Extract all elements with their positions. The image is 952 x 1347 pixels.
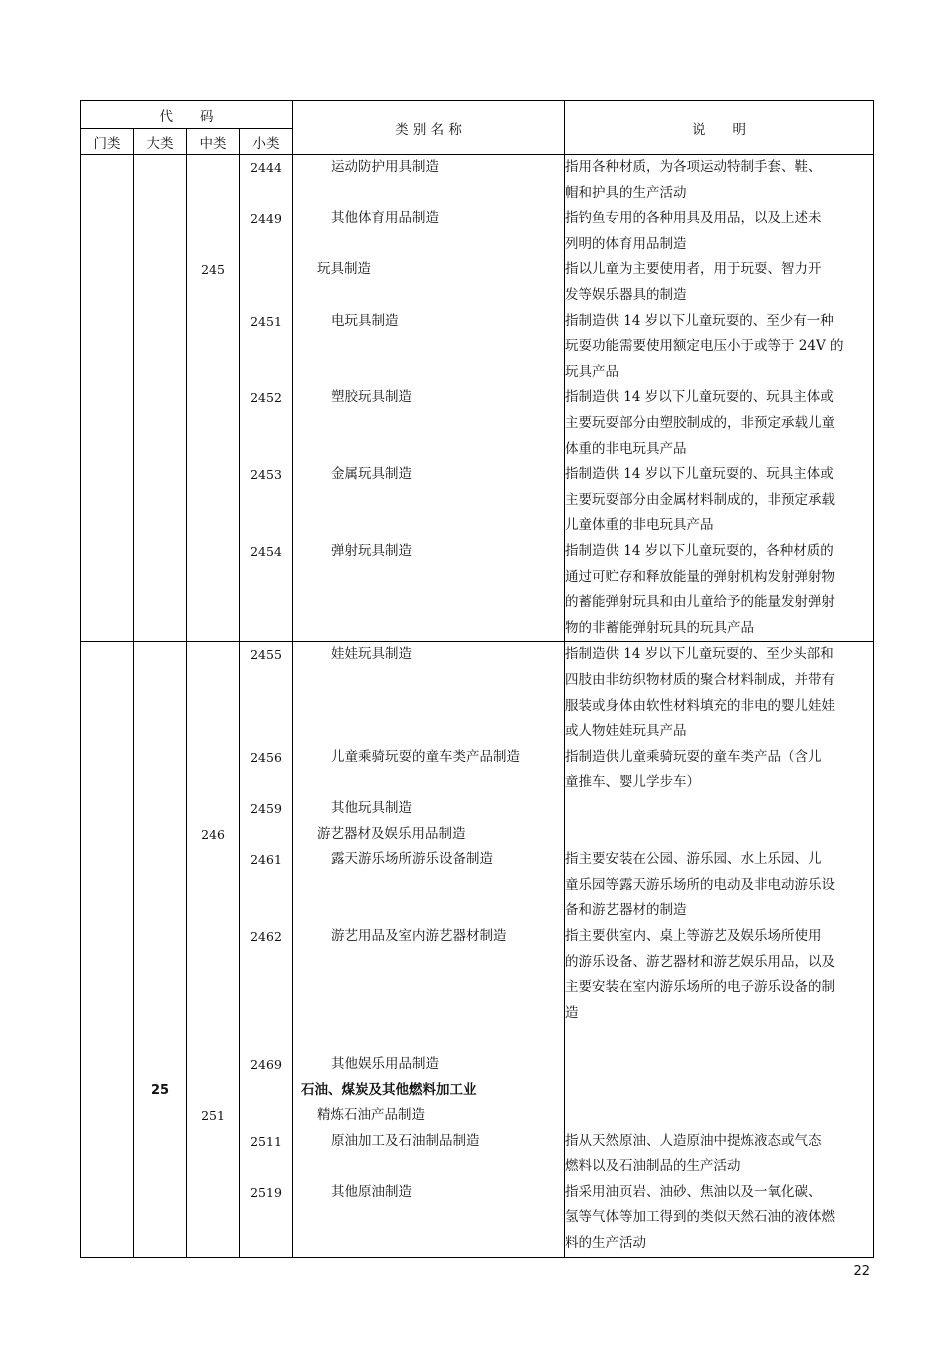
description-line: 的游乐设备、游艺器材和游艺娱乐用品，以及	[565, 953, 835, 970]
mid-code	[187, 642, 239, 744]
major-code	[134, 155, 186, 206]
category-name: 原油加工及石油制品制造	[331, 1132, 480, 1149]
code-group-header: 代 码	[81, 101, 293, 129]
major-code	[134, 642, 186, 744]
category-name: 娃娃玩具制造	[331, 646, 412, 663]
description-text	[565, 796, 873, 822]
description-line: 指制造供 14 岁以下儿童玩耍的、玩具主体或	[565, 466, 834, 483]
description-line: 四肢由非纺织物材质的聚合材料制成，并带有	[565, 671, 835, 688]
small-code: 2451	[250, 313, 282, 329]
description-text	[565, 822, 873, 848]
mid-code	[187, 1078, 239, 1104]
menlei-header: 门类	[81, 129, 134, 155]
description-line: 列明的体育用品制造	[565, 235, 687, 252]
major-code	[134, 822, 186, 848]
dalei-cell	[134, 642, 187, 1257]
xiaolei-cell	[240, 155, 293, 642]
description-column-header: 说 明	[565, 101, 874, 155]
category-name: 精炼石油产品制造	[317, 1107, 425, 1124]
table-block-2	[81, 642, 874, 1257]
name-column-header: 类 别 名 称	[293, 101, 565, 155]
description-line: 指采用油页岩、油砂、焦油以及一氧化碳、	[565, 1183, 822, 1200]
mid-code	[187, 309, 239, 386]
mid-code	[187, 385, 239, 462]
description-text	[565, 385, 873, 462]
major-code	[134, 796, 186, 822]
description-line: 童推车、婴儿学步车）	[565, 774, 700, 791]
category-name: 其他体育用品制造	[331, 210, 439, 227]
name-cell	[293, 642, 565, 1257]
description-text	[565, 155, 873, 206]
mid-code	[187, 1129, 239, 1180]
major-code: 25	[150, 1082, 170, 1098]
major-code	[134, 1103, 186, 1129]
major-code	[134, 1180, 186, 1257]
major-code	[134, 385, 186, 462]
mid-code	[187, 462, 239, 539]
category-name: 金属玩具制造	[331, 466, 412, 483]
description-line: 指制造供 14 岁以下儿童玩耍的、至少有一种	[565, 312, 834, 329]
mid-code: 251	[201, 1108, 225, 1124]
description-line: 指制造供儿童乘骑玩耍的童车类产品（含儿	[565, 748, 822, 765]
description-line: 指制造供 14 岁以下儿童玩耍的、玩具主体或	[565, 389, 834, 406]
description-text	[565, 1180, 873, 1257]
category-name: 玩具制造	[317, 261, 371, 278]
description-line: 发等娱乐器具的制造	[565, 286, 687, 303]
mid-code	[187, 206, 239, 257]
description-text	[565, 1078, 873, 1104]
description-text	[565, 642, 873, 744]
description-line: 指制造供 14 岁以下儿童玩耍的、至少头部和	[565, 646, 834, 663]
mid-code	[187, 539, 239, 641]
description-line: 指以儿童为主要使用者，用于玩耍、智力开	[565, 261, 822, 278]
page-number: 22	[853, 1264, 870, 1279]
small-code: 2461	[250, 852, 282, 868]
description-line: 造	[565, 1004, 579, 1021]
small-code: 2459	[250, 800, 282, 816]
major-code	[134, 1129, 186, 1180]
description-line: 指主要供室内、桌上等游艺及娱乐场所使用	[565, 927, 822, 944]
description-line: 指钓鱼专用的各种用具及用品，以及上述未	[565, 210, 822, 227]
category-name: 弹射玩具制造	[331, 542, 412, 559]
description-line: 玩具产品	[565, 363, 619, 380]
major-code	[134, 206, 186, 257]
description-line: 指主要安装在公园、游乐园、水上乐园、儿	[565, 851, 822, 868]
category-name: 石油、煤炭及其他燃料加工业	[301, 1081, 477, 1098]
category-name: 游艺器材及娱乐用品制造	[317, 825, 466, 842]
description-text	[565, 745, 873, 796]
category-name: 电玩具制造	[331, 312, 399, 329]
category-name: 塑胶玩具制造	[331, 389, 412, 406]
description-line: 主要安装在室内游乐场所的电子游乐设备的制	[565, 979, 835, 996]
mid-code	[187, 924, 239, 1052]
mid-code	[187, 155, 239, 206]
description-text	[565, 206, 873, 257]
small-code: 2449	[250, 211, 282, 227]
mid-code	[187, 1180, 239, 1257]
mid-code	[187, 847, 239, 924]
major-code	[134, 309, 186, 386]
description-text	[565, 309, 873, 386]
description-line: 体重的非电玩具产品	[565, 440, 687, 457]
description-line: 物的非蓄能弹射玩具的玩具产品	[565, 619, 754, 636]
description-line: 玩耍功能需要使用额定电压小于或等于 24V 的	[565, 338, 844, 355]
small-code: 2452	[250, 390, 282, 406]
category-name: 儿童乘骑玩耍的童车类产品制造	[331, 748, 520, 765]
xiaolei-header: 小类	[240, 129, 293, 155]
description-line: 儿童体重的非电玩具产品	[565, 517, 714, 534]
zhonglei-header: 中类	[187, 129, 240, 155]
description-text	[565, 539, 873, 641]
description-line: 主要玩耍部分由金属材料制成的，非预定承载	[565, 491, 835, 508]
description-line: 帽和护具的生产活动	[565, 184, 687, 201]
description-line: 指从天然原油、人造原油中提炼液态或气态	[565, 1132, 822, 1149]
description-cell	[565, 642, 874, 1257]
description-text	[565, 1129, 873, 1180]
major-code	[134, 462, 186, 539]
small-code	[240, 1103, 292, 1129]
mid-code	[187, 745, 239, 796]
category-name: 游艺用品及室内游艺器材制造	[331, 927, 507, 944]
description-line: 指制造供 14 岁以下儿童玩耍的，各种材质的	[565, 542, 834, 559]
zhonglei-cell	[187, 642, 240, 1257]
description-text	[565, 847, 873, 924]
description-text	[565, 1103, 873, 1129]
description-line: 指用各种材质，为各项运动特制手套、鞋、	[565, 159, 822, 175]
description-line: 或人物娃娃玩具产品	[565, 723, 687, 740]
small-code: 2444	[250, 160, 282, 175]
description-line: 通过可贮存和释放能量的弹射机构发射弹射物	[565, 568, 835, 585]
name-cell	[293, 155, 565, 642]
category-name: 运动防护用具制造	[331, 159, 439, 175]
mid-code: 246	[201, 826, 225, 842]
mid-code: 245	[201, 262, 225, 278]
description-line: 童乐园等露天游乐场所的电动及非电动游乐设	[565, 876, 835, 893]
description-text	[565, 1052, 873, 1078]
small-code: 2456	[250, 749, 282, 765]
description-line: 氢等气体等加工得到的类似天然石油的液体燃	[565, 1209, 835, 1226]
description-line: 备和游艺器材的制造	[565, 902, 687, 919]
description-text	[565, 257, 873, 308]
mid-code	[187, 1052, 239, 1078]
classification-table	[80, 100, 874, 1258]
zhonglei-cell	[187, 155, 240, 642]
category-name: 其他娱乐用品制造	[331, 1055, 439, 1072]
small-code: 2453	[250, 467, 282, 483]
small-code: 2511	[250, 1133, 282, 1149]
description-cell	[565, 155, 874, 642]
xiaolei-cell	[240, 642, 293, 1257]
description-line: 服装或身体由软性材料填充的非电的婴儿娃娃	[565, 697, 835, 714]
small-code	[240, 257, 292, 308]
description-line: 燃料以及石油制品的生产活动	[565, 1158, 741, 1175]
small-code: 2469	[250, 1056, 282, 1072]
small-code: 2462	[250, 928, 282, 944]
major-code	[134, 745, 186, 796]
category-name: 其他原油制造	[331, 1183, 412, 1200]
category-name: 露天游乐场所游乐设备制造	[331, 851, 493, 868]
major-code	[134, 1052, 186, 1078]
dalei-cell	[134, 155, 187, 642]
small-code: 2455	[250, 647, 282, 663]
menlei-cell	[81, 155, 134, 642]
dalei-header: 大类	[134, 129, 187, 155]
major-code	[134, 539, 186, 641]
category-name: 其他玩具制造	[331, 799, 412, 816]
menlei-cell	[81, 642, 134, 1257]
description-line: 料的生产活动	[565, 1235, 646, 1252]
description-text	[565, 462, 873, 539]
small-code: 2454	[250, 543, 282, 559]
small-code: 2519	[250, 1184, 282, 1200]
description-line: 的蓄能弹射玩具和由儿童给予的能量发射弹射	[565, 594, 835, 611]
description-text	[565, 924, 873, 1052]
major-code	[134, 847, 186, 924]
table-block-1	[81, 155, 874, 642]
small-code	[240, 822, 292, 848]
small-code	[240, 1078, 292, 1104]
major-code	[134, 257, 186, 308]
mid-code	[187, 796, 239, 822]
description-line: 主要玩耍部分由塑胶制成的，非预定承载儿童	[565, 414, 835, 431]
major-code	[134, 924, 186, 1052]
